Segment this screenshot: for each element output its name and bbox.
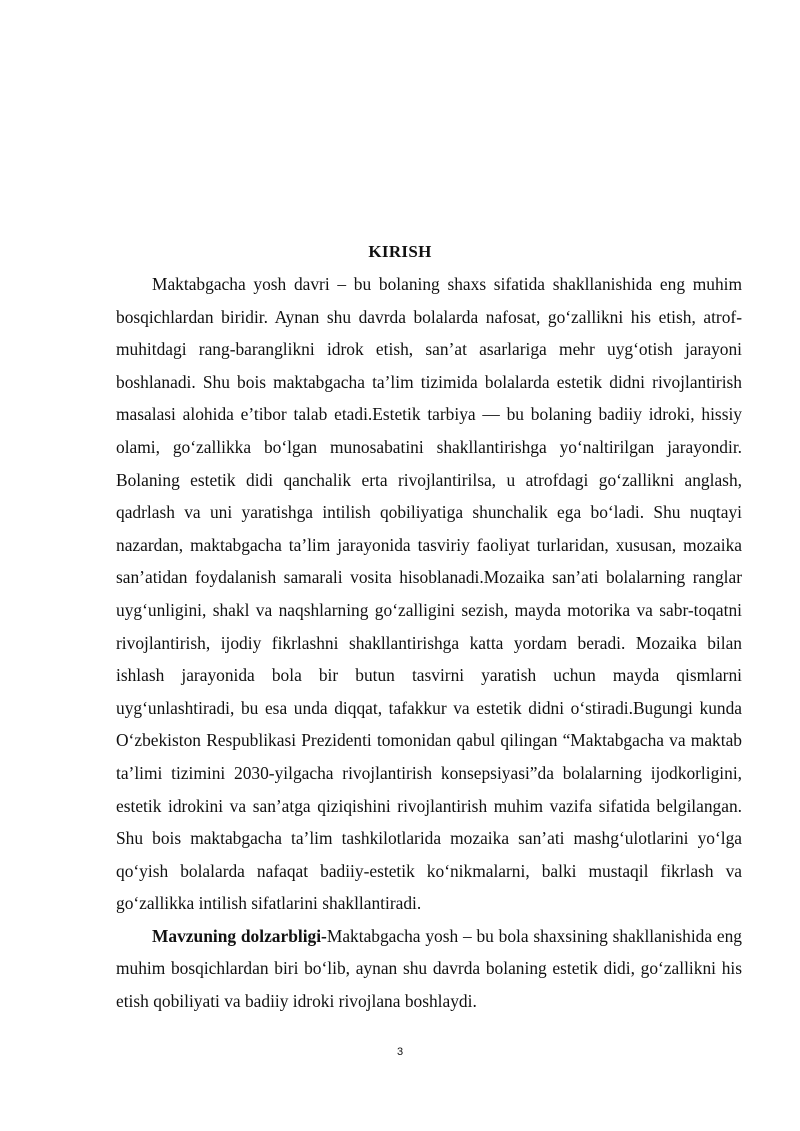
- page-number: 3: [396, 1046, 404, 1058]
- relevance-heading: Mavzuning dolzarbligi-: [152, 925, 327, 946]
- relevance-text: Maktabgacha yosh – bu bola shaxsining shakllanishida eng muhim bosqichlardan biri bo‘lib, aynan shu davrda bolaning estetik didi, go‘zallikni his etish qobiliyati va badiiy idroki rivojlana boshlaydi.: [116, 925, 743, 1012]
- body-text: [116, 268, 742, 1018]
- section-title: KIRISH: [368, 242, 432, 261]
- intro-paragraph: Maktabgacha yosh davri – bu bolaning shaxs sifatida shakllanishida eng muhim bosqichlardan biridir. Aynan shu davrda bolalarda nafosat, go‘zallikni his etish, atrof-muhitdagi rang-baranglikni idrok etish, san’at asarlariga mehr uyg‘otish jarayoni boshlanadi. Shu bois maktabgacha ta’lim tizimida bolalarda estetik didni rivojlantirish masalasi alohida e’tibor talab etadi.Estetik tarbiya — bu bolaning badiiy idroki, hissiy olami, go‘zallikka bo‘lgan munosabatini shakllantirishga yo‘naltirilgan jarayondir. Bolaning estetik didi qanchalik erta rivojlantirilsa, u atrofdagi go‘zallikni anglash, qadrlash va uni yaratishga intilish qobiliyatiga shunchalik ega bo‘ladi. Shu nuqtayi nazardan, maktabgacha ta’lim jarayonida tasviriy faoliyat turlaridan, xususan, mozaika san’atidan foydalanish samarali vosita hisoblanadi.Mozaika san’ati bolalarning ranglar uyg‘unligini, shakl va naqshlarning go‘zalligini sezish, mayda motorika va sabr-toqatni rivojlantirish, ijodiy fikrlashni shakllantirishga katta yordam beradi. Mozaika bilan ishlash jarayonida bola bir butun tasvirni yaratish uchun mayda qismlarni uyg‘unlashtiradi, bu esa unda diqqat, tafakkur va estetik didni o‘stiradi.Bugungi kunda O‘zbekiston Respublikasi Prezidenti tomonidan qabul qilingan “Maktabgacha va maktab ta’limi tizimini 2030-yilgacha rivojlantirish konsepsiyasi”da bolalarning ijodkorligini, estetik idrokini va san’atga qiziqishini rivojlantirish muhim vazifa sifatida belgilangan. Shu bois maktabgacha ta’lim tashkilotlarida mozaika san’ati mashg‘ulotlarini yo‘lga qo‘yish bolalarda nafaqat badiiy-estetik ko‘nikmalarni, balki mustaqil fikrlash va go‘zallikka intilish sifatlarini shakllantiradi.: [116, 274, 742, 914]
- relevance-paragraph: [116, 920, 742, 1018]
